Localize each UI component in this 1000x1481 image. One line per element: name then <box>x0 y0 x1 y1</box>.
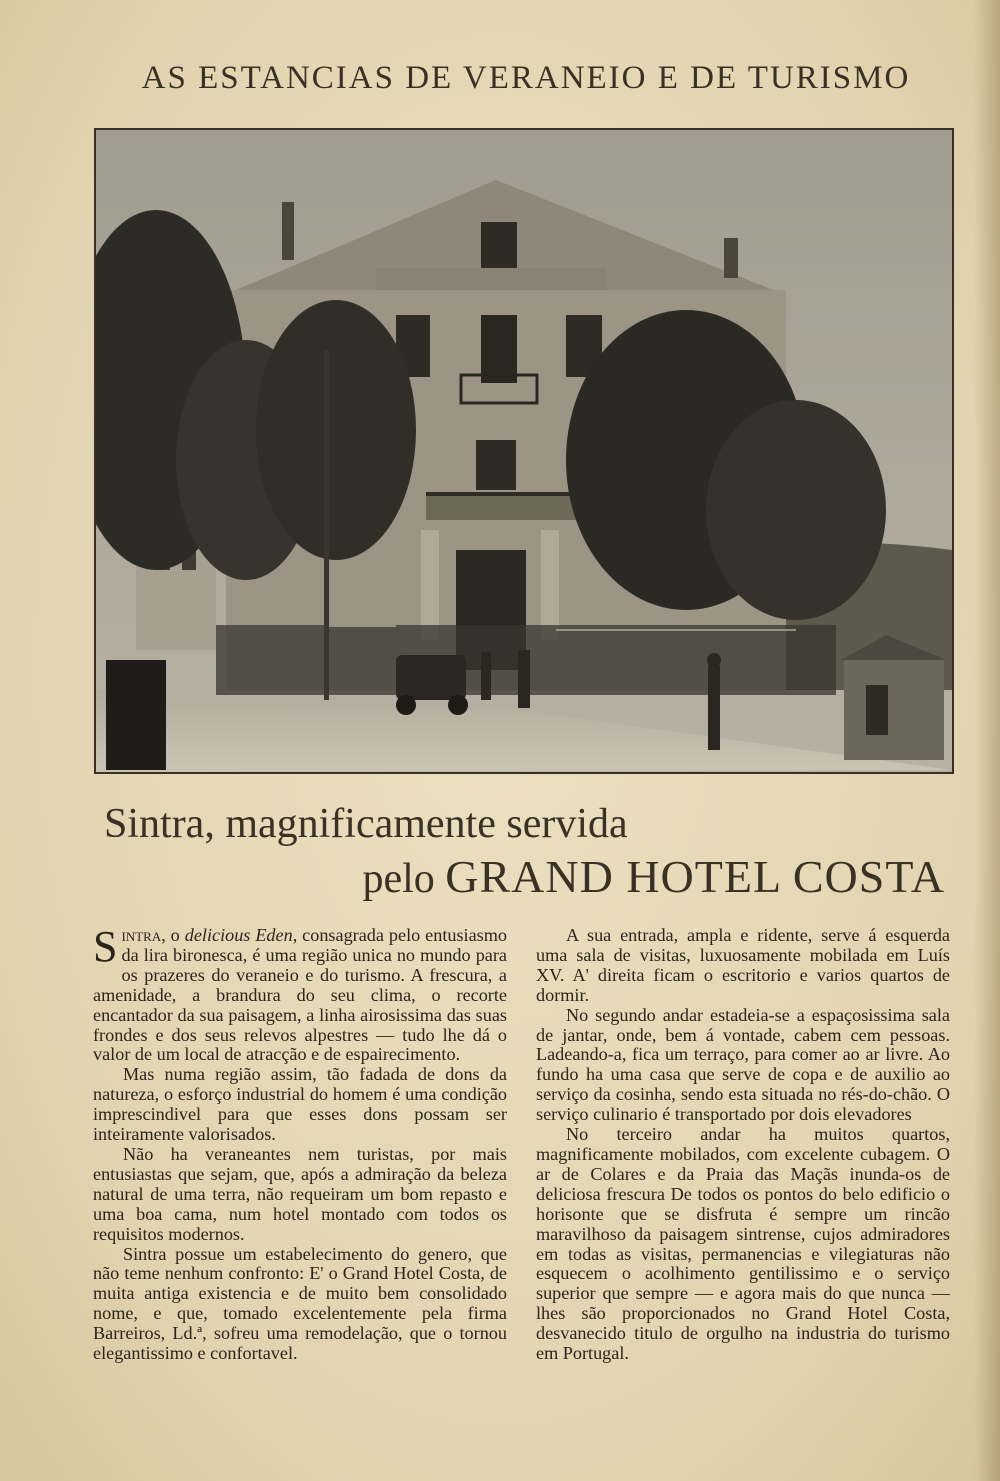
headline-prefix: pelo <box>362 856 435 902</box>
article-paragraph: No segundo andar estadeia-se a espaçosissima sala de jantar, onde, bem á vontade, cabem cem pessoas. Ladeando-a, fica um terraço, para comer ao ar livre. Ao fundo ha uma casa que serve de copa e de auxilio ao serviço da cosinha, sendo esta situada no rés-do-chão. O serviço culinario é transportado por dois elevadores <box>536 1004 950 1125</box>
article-paragraph: A sua entrada, ampla e ridente, serve á esquerda uma sala de visitas, luxuosamente mobilada em Luís XV. A' direita ficam o escritorio e varios quartos de dormir. <box>536 925 950 1005</box>
headline-line-2 <box>100 850 945 903</box>
article-paragraph <box>93 922 507 1065</box>
section-header: AS ESTANCIAS DE VERANEIO E DE TURISMO <box>141 60 911 96</box>
lead-connector: , o <box>161 925 180 945</box>
headline-hotel-name: GRAND HOTEL COSTA <box>445 851 945 902</box>
hotel-photograph <box>94 128 954 774</box>
article-paragraph: Sintra possue um estabelecimento do genero, que não teme nenhum confronto: E' o Grand Hotel Costa, de muita antiga existencia e de muito bem consolidado nome, e que, tomado excelentemente pela firma Barreiros, Ld.ª, sofreu uma remodelação, que o tornou elegantissimo e confortavel. <box>93 1243 507 1364</box>
headline-line-1: Sintra, magnificamente servida <box>104 801 628 847</box>
article-column-left <box>93 922 507 1364</box>
page-edge-shadow <box>974 0 1000 1481</box>
drop-cap: S <box>93 922 118 971</box>
lead-italic: delicious Eden <box>184 925 293 945</box>
hotel-photo-illustration <box>96 130 952 772</box>
article-paragraph: Mas numa região assim, tão fadada de dons da natureza, o esforço industrial do homem é uma condição imprescindivel para que esses dons possam ser inteiramente valorisados. <box>93 1064 507 1145</box>
article-paragraph: No terceiro andar ha muitos quartos, magnificamente mobilados, com excelente cubagem. O ar de Colares e da Praia das Maçãs inunda-os de deliciosa frescura De todos os pontos do belo edificio o horisonte que se disfruta é sempre um rincão maravilhoso da paisagem sintrense, cujos admiradores em todas as visitas, permanencias e vilegiaturas não esquecem o acolhimento gentilissimo e o serviço superior que sempre — e agora mais do que nunca — lhes são proporcionados no Grand Hotel Costa, desvanecido titulo de orgulho na industria do turismo em Portugal. <box>536 1124 950 1364</box>
article-paragraph: Não ha veraneantes nem turistas, por mais entusiastas que sejam, que, após a admiração da beleza natural de uma terra, não requeiram um bom repasto e uma boa cama, num hotel montado com todos os requisitos modernos. <box>93 1143 507 1244</box>
lead-word: intra <box>121 925 162 945</box>
article-column-right <box>536 926 950 1364</box>
lead-rest: , consagrada pelo entusiasmo da lira bironesca, é uma região unica no mundo para os prazeres do veraneio e do turismo. A frescura, a amenidade, a brandura do seu clima, o recorte encantador da sua paisagem, a linha airosissima das suas frondes e dos seus relevos alpestres — tudo lhe dá o valor de um local de atracção e de espairecimento. <box>93 925 507 1065</box>
